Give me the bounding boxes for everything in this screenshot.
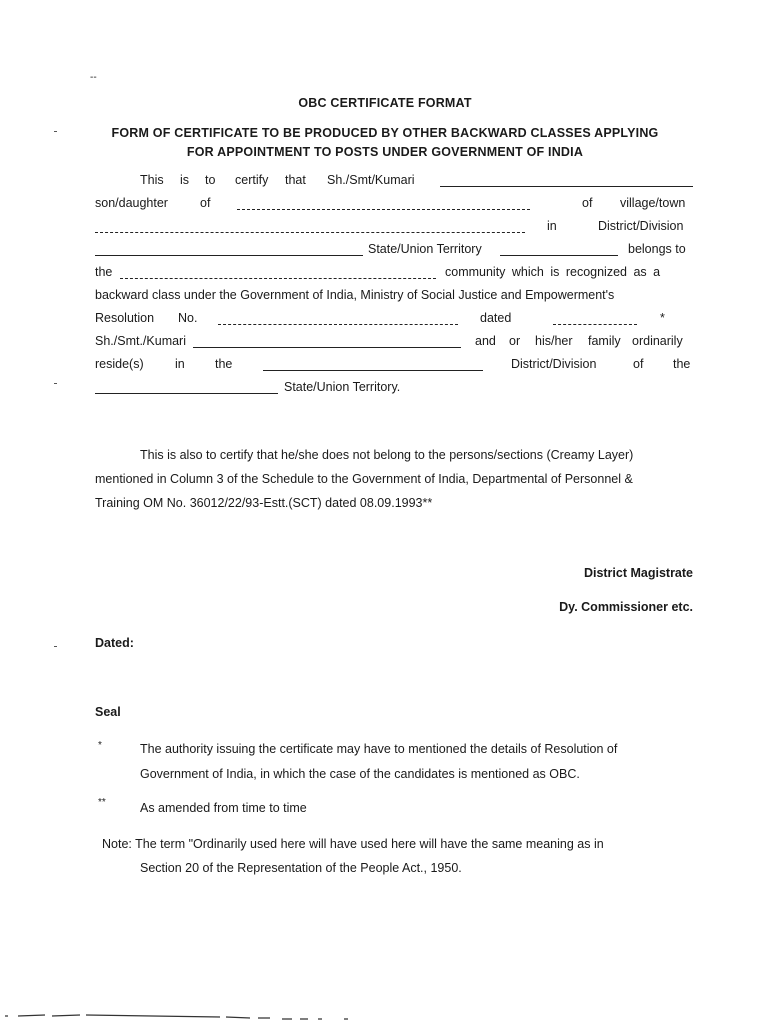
word: or xyxy=(509,334,521,348)
word: State/Union Territory. xyxy=(284,380,401,394)
word: his/her xyxy=(535,334,573,348)
signatory-dy-commissioner: Dy. Commissioner etc. xyxy=(559,600,693,614)
word: in xyxy=(547,219,557,233)
village-blank-line[interactable] xyxy=(95,232,525,233)
word: of xyxy=(200,196,211,210)
word: Sh./Smt./Kumari xyxy=(95,334,186,348)
form-heading-line2: FOR APPOINTMENT TO POSTS UNDER GOVERNMENT OF INDIA xyxy=(186,145,584,159)
word: District/Division xyxy=(598,219,684,233)
dated-label: Dated: xyxy=(95,636,134,650)
word: District/Division xyxy=(511,357,597,371)
resolution-no-blank-line[interactable] xyxy=(218,324,458,325)
word: village/town xyxy=(620,196,686,210)
form-heading-line1: FORM OF CERTIFICATE TO BE PRODUCED BY OTHER BACKWARD CLASSES APPLYING xyxy=(111,126,659,140)
parent-name-blank-line[interactable] xyxy=(237,209,530,210)
sentence: backward class under the Government of India, Ministry of Social Justice and Empowerment's xyxy=(95,288,615,302)
corner-mark: -- xyxy=(90,72,97,83)
word: is xyxy=(180,173,190,187)
reside-district-blank-line[interactable] xyxy=(263,370,483,371)
name2-blank-line[interactable] xyxy=(193,347,461,348)
footnote-star-mark: * xyxy=(98,740,102,751)
name-blank-line[interactable] xyxy=(440,186,693,187)
word: of xyxy=(582,196,593,210)
word: dated xyxy=(480,311,512,325)
word: to xyxy=(205,173,216,187)
word: of xyxy=(633,357,644,371)
creamy-layer-para-line2: mentioned in Column 3 of the Schedule to the Government of India, Departmental of Personnel & xyxy=(95,472,633,486)
body-row-6 xyxy=(95,288,693,304)
word: Resolution xyxy=(95,311,155,325)
word: the xyxy=(673,357,691,371)
word: that xyxy=(285,173,306,187)
word: certify xyxy=(235,173,269,187)
scan-speck xyxy=(54,131,57,132)
scan-speck xyxy=(54,383,57,384)
word: and xyxy=(475,334,496,348)
community-blank-line[interactable] xyxy=(120,278,436,279)
word: belongs to xyxy=(628,242,686,256)
note-line1: Note: The term "Ordinarily used here will have used here will have the same meaning as in xyxy=(102,837,604,851)
scan-edge-artifact xyxy=(0,1005,770,1024)
seal-label: Seal xyxy=(95,705,121,719)
resolution-date-blank-line[interactable] xyxy=(553,324,637,325)
word: reside(s) xyxy=(95,357,144,371)
footnote-1-line1: The authority issuing the certificate may have to mentioned the details of Resolution of xyxy=(140,742,618,756)
word: family xyxy=(588,334,621,348)
word: in xyxy=(175,357,185,371)
signatory-district-magistrate: District Magistrate xyxy=(583,566,693,580)
creamy-layer-para-line1: This is also to certify that he/she does not belong to the persons/sections (Creamy Layer) xyxy=(140,448,634,462)
word: the xyxy=(215,357,233,371)
word: State/Union Territory xyxy=(368,242,482,256)
word: son/daughter xyxy=(95,196,168,210)
word: This xyxy=(140,173,164,187)
creamy-layer-para-line3: Training OM No. 36012/22/93-Estt.(SCT) dated 08.09.1993** xyxy=(95,496,433,510)
note-line2: Section 20 of the Representation of the People Act., 1950. xyxy=(140,861,462,875)
word: community which is recognized as a xyxy=(445,265,661,279)
state-blank-line[interactable] xyxy=(500,255,618,256)
word: ordinarily xyxy=(632,334,683,348)
word: * xyxy=(660,311,665,325)
footnote-double-star-mark: ** xyxy=(98,797,106,808)
word: the xyxy=(95,265,113,279)
reside-state-blank-line[interactable] xyxy=(95,393,278,394)
footnote-2-line1: As amended from time to time xyxy=(140,801,307,815)
footnote-1-line2: Government of India, in which the case of the candidates is mentioned as OBC. xyxy=(140,767,580,781)
word: Sh./Smt/Kumari xyxy=(327,173,415,187)
page-title: OBC CERTIFICATE FORMAT xyxy=(298,96,472,110)
district-blank-line[interactable] xyxy=(95,255,363,256)
word: No. xyxy=(178,311,198,325)
scan-speck xyxy=(54,646,57,647)
